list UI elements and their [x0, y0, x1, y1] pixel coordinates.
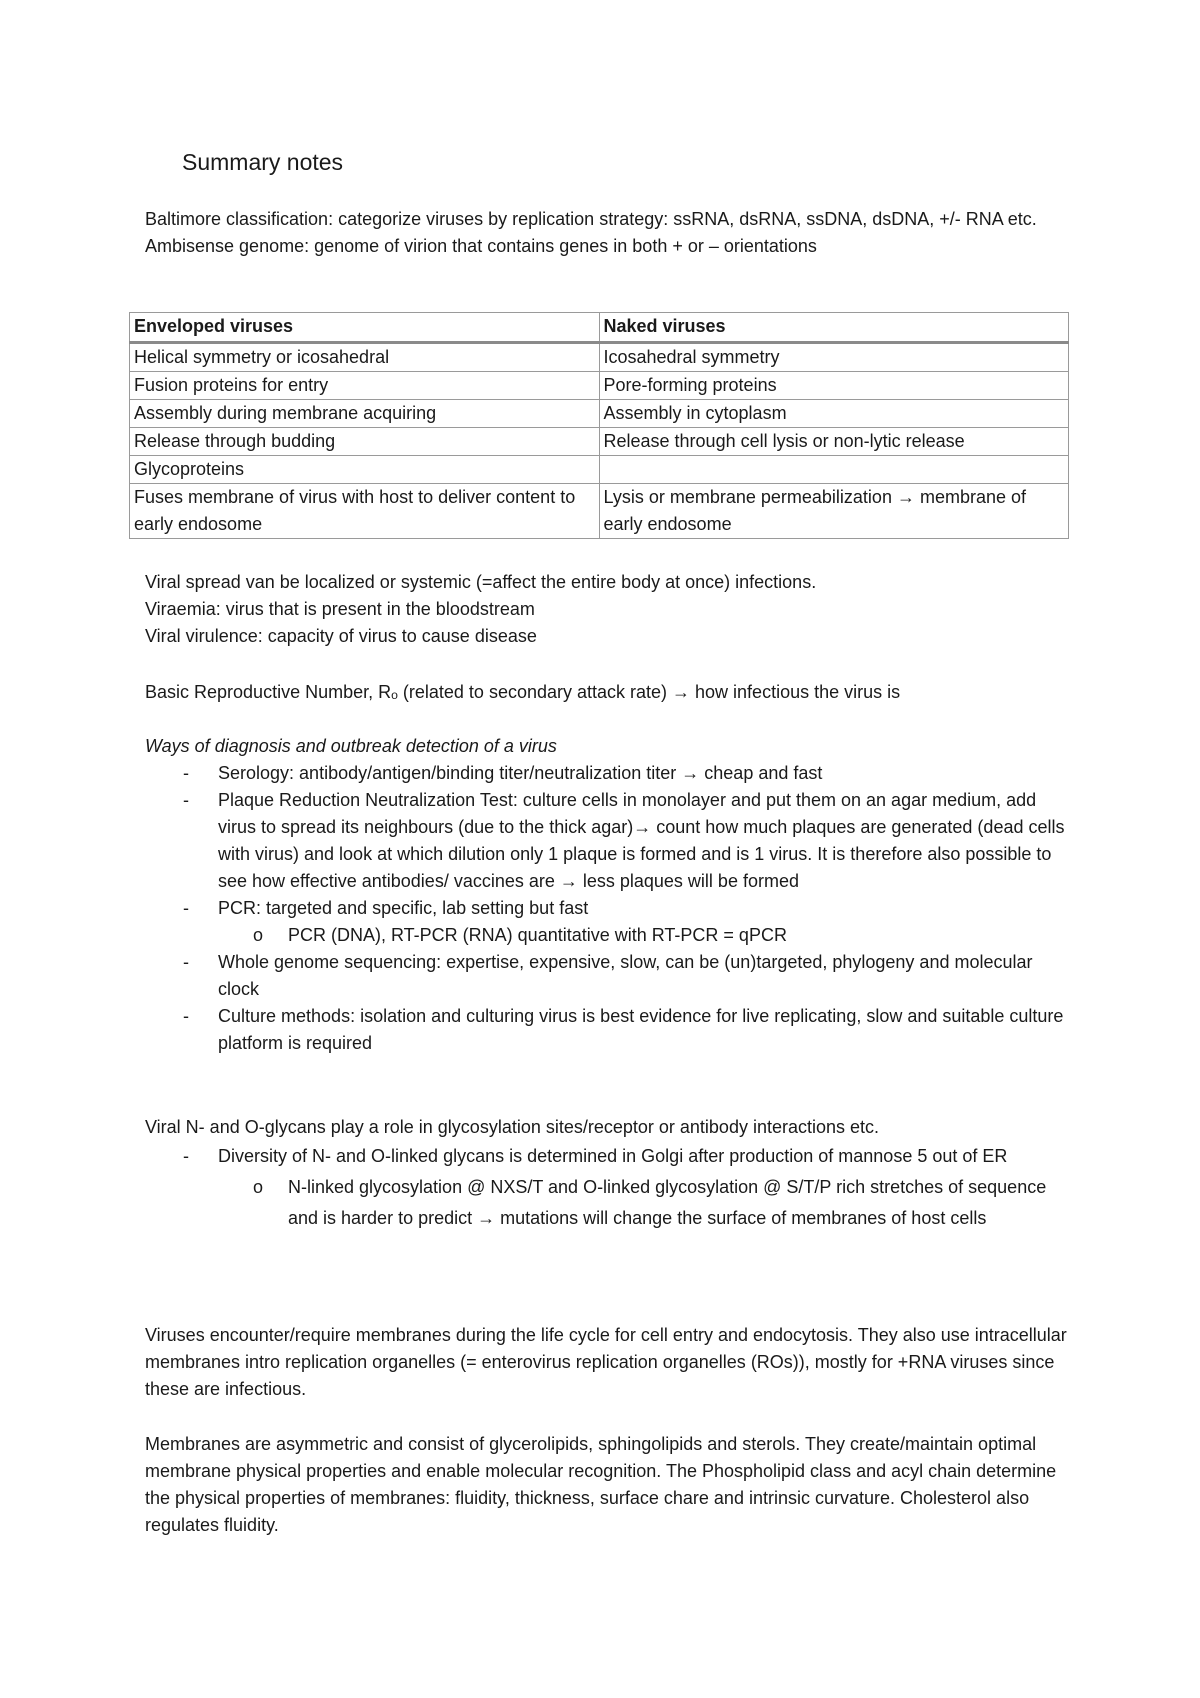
list-item-text: Serology: antibody/antigen/binding titer/neutralization titer → cheap and fast	[218, 763, 823, 783]
glycans-sublist	[218, 1172, 1070, 1234]
viral-spread-section	[145, 569, 1070, 650]
sub-list-item-text: N-linked glycosylation @ NXS/T and O-linked glycosylation @ S/T/P rich stretches of sequence and is harder to predict → mutations will change the surface of membranes of host cells	[288, 1177, 1047, 1228]
table-cell: Helical symmetry or icosahedral	[130, 343, 600, 372]
diagnosis-section	[145, 733, 1070, 1057]
table-cell: Pore-forming proteins	[599, 372, 1069, 400]
table-cell: Icosahedral symmetry	[599, 343, 1069, 372]
membranes-paragraph-1: Viruses encounter/require membranes during the life cycle for cell entry and endocytosis. They also use intracellular membranes intro replication organelles (= enterovirus replication organelles (ROs)), mostly for +RNA viruses since these are infectious.	[145, 1325, 1067, 1399]
table-header-cell: Naked viruses	[599, 313, 1069, 343]
table-row	[130, 428, 1069, 456]
ambisense-paragraph: Ambisense genome: genome of virion that contains genes in both + or – orientations	[145, 236, 817, 256]
virus-comparison-table	[129, 312, 1069, 539]
table-row	[130, 456, 1069, 484]
table-row	[130, 400, 1069, 428]
table-header-cell: Enveloped viruses	[130, 313, 600, 343]
intro-section	[145, 206, 1070, 260]
virulence-line: Viral virulence: capacity of virus to cause disease	[145, 626, 537, 646]
list-item-text: Plaque Reduction Neutralization Test: culture cells in monolayer and put them on an agar medium, add virus to spread its neighbours (due to the thick agar)→ count how much plaques are generated (dead cells with virus) and look at which dilution only 1 plaque is formed and is 1 virus. It is therefore also possible to see how effective antibodies/ vaccines are → less plaques will be formed	[218, 790, 1065, 891]
table-row	[130, 372, 1069, 400]
spread-line: Viral spread van be localized or systemic (=affect the entire body at once) infections.	[145, 572, 817, 592]
glycans-intro: Viral N- and O-glycans play a role in glycosylation sites/receptor or antibody interactions etc.	[145, 1117, 880, 1137]
table-row	[130, 484, 1069, 539]
table-cell: Lysis or membrane permeabilization → membrane of early endosome	[599, 484, 1069, 539]
table-cell: Fuses membrane of virus with host to deliver content to early endosome	[130, 484, 600, 539]
list-item	[145, 760, 1070, 787]
table-header-row	[130, 313, 1069, 343]
sub-list-item	[218, 1172, 1070, 1234]
baltimore-paragraph: Baltimore classification: categorize viruses by replication strategy: ssRNA, dsRNA, ssDNA, dsDNA, +/- RNA etc.	[145, 209, 1037, 229]
table-cell	[599, 456, 1069, 484]
glycans-section	[145, 1114, 1070, 1234]
list-item	[145, 949, 1070, 1003]
list-item-text: Diversity of N- and O-linked glycans is determined in Golgi after production of mannose 5 out of ER	[218, 1146, 1008, 1166]
table-cell: Fusion proteins for entry	[130, 372, 600, 400]
diagnosis-heading: Ways of diagnosis and outbreak detection of a virus	[145, 736, 557, 756]
table-cell: Glycoproteins	[130, 456, 600, 484]
table-cell: Assembly during membrane acquiring	[130, 400, 600, 428]
membranes-paragraph-2: Membranes are asymmetric and consist of glycerolipids, sphingolipids and sterols. They create/maintain optimal membrane physical properties and enable molecular recognition. The Phospholipid class and acyl chain determine the physical properties of membranes: fluidity, thickness, surface chare and intrinsic curvature. Cholesterol also regulates fluidity.	[145, 1434, 1057, 1535]
list-item	[145, 895, 1070, 949]
list-item-text: Whole genome sequencing: expertise, expensive, slow, can be (un)targeted, phylogeny and molecular clock	[218, 952, 1033, 999]
table-cell: Assembly in cytoplasm	[599, 400, 1069, 428]
r0-paragraph: Basic Reproductive Number, Rₒ (related to secondary attack rate) → how infectious the virus is	[145, 682, 901, 702]
table-row	[130, 343, 1069, 372]
sub-list-item	[218, 922, 1070, 949]
viraemia-line: Viraemia: virus that is present in the bloodstream	[145, 599, 535, 619]
sub-list-item-text: PCR (DNA), RT-PCR (RNA) quantitative with RT-PCR = qPCR	[288, 925, 787, 945]
list-item	[145, 1003, 1070, 1057]
glycans-list	[145, 1141, 1070, 1234]
list-item	[145, 787, 1070, 895]
list-item	[145, 1141, 1070, 1234]
list-item-text: Culture methods: isolation and culturing virus is best evidence for live replicating, slow and suitable culture platform is required	[218, 1006, 1064, 1053]
diagnosis-list	[145, 760, 1070, 1057]
table-cell: Release through budding	[130, 428, 600, 456]
table-cell: Release through cell lysis or non-lytic release	[599, 428, 1069, 456]
list-item-text: PCR: targeted and specific, lab setting but fast	[218, 898, 589, 918]
pcr-sublist	[218, 922, 1070, 949]
page-title: Summary notes	[182, 149, 344, 175]
